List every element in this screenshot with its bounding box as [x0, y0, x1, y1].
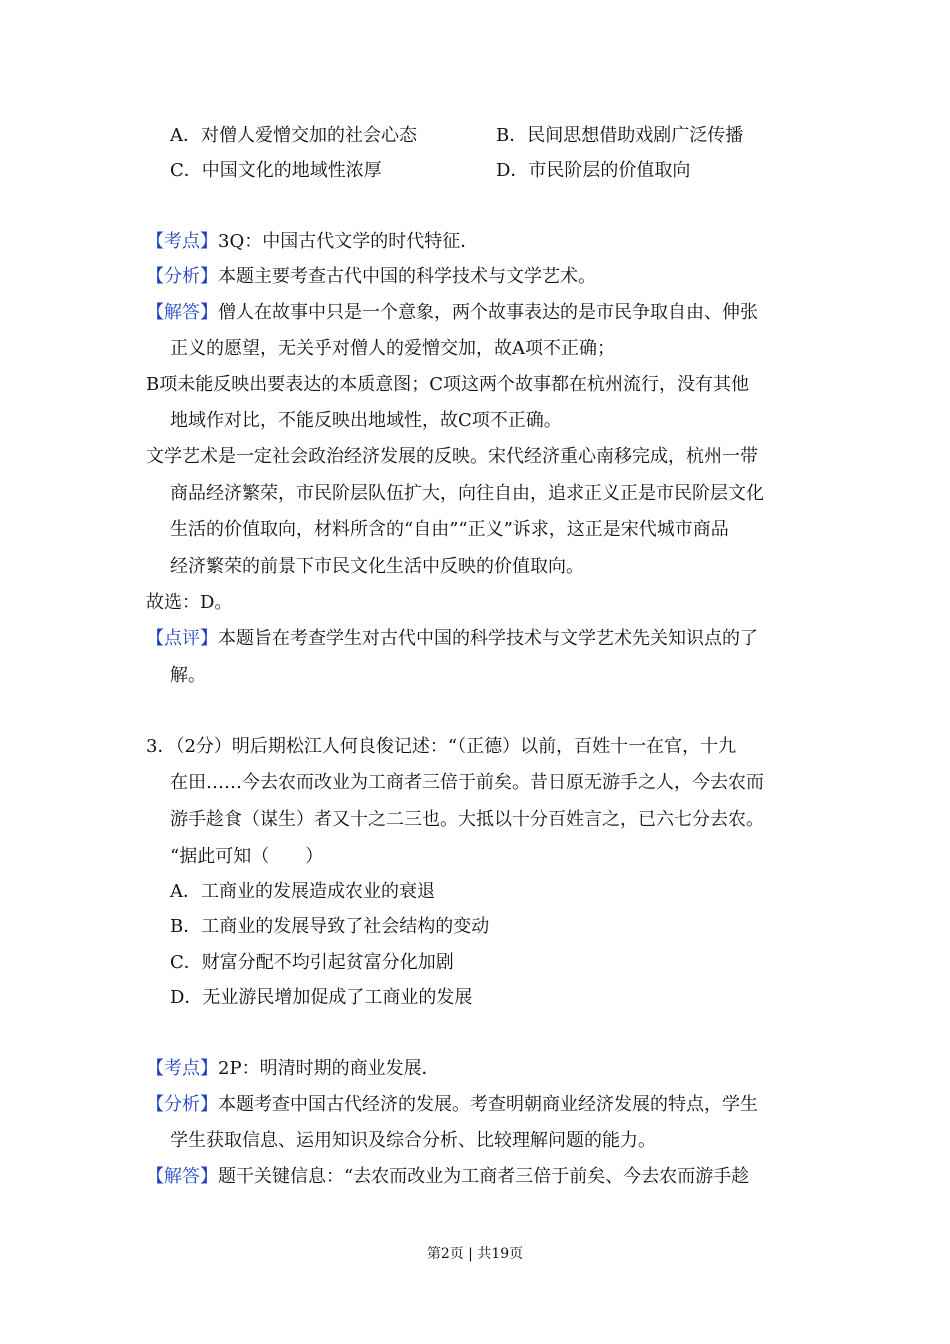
dianping-text: 本题旨在考查学生对古代中国的科学技术与文学艺术先关知识点的了 [218, 628, 758, 649]
q3-kaodian [146, 1057, 440, 1081]
q2-answer: 故选：D。 [146, 592, 233, 613]
q2-jieda-line-2: 正义的愿望，无关乎对僧人的爱憎交加，故A项不正确； [170, 338, 615, 359]
jieda-text: 僧人在故事中只是一个意象，两个故事表达的是市民争取自由、伸张 [218, 302, 758, 323]
kaodian-text: 2P：明清时期的商业发展． [218, 1058, 440, 1079]
q3-option-a: A．工商业的发展造成农业的衰退 [170, 881, 435, 902]
q3-fenxi-line-2: 学生获取信息、运用知识及综合分析、比较理解问题的能力。 [170, 1130, 656, 1151]
kaodian-tag: 【考点】 [146, 1058, 218, 1079]
q3-stem-3: 游手趁食（谋生）者又十之二三也。大抵以十分百姓言之，已六七分去农。 [170, 809, 764, 830]
q3-stem-4: “据此可知（ ） [170, 846, 324, 867]
q3-fenxi [146, 1093, 758, 1117]
q2-option-b-note-2: 地域作对比，不能反映出地域性，故C项不正确。 [170, 410, 562, 431]
q2-dianping [146, 627, 758, 651]
fenxi-text: 本题主要考查古代中国的科学技术与文学艺术。 [218, 266, 596, 287]
q2-wenxue-3: 生活的价值取向，材料所含的“自由”“正义”诉求，这正是宋代城市商品 [170, 519, 729, 540]
fenxi-tag: 【分析】 [146, 1094, 218, 1115]
jieda-tag: 【解答】 [146, 1166, 218, 1187]
q2-option-b: B．民间思想借助戏剧广泛传播 [496, 125, 744, 146]
dianping-tag: 【点评】 [146, 628, 218, 649]
fenxi-text: 本题考查中国古代经济的发展。考查明朝商业经济发展的特点，学生 [218, 1094, 758, 1115]
kaodian-text: 3Q：中国古代文学的时代特征． [218, 231, 479, 252]
q2-fenxi [146, 265, 596, 289]
q3-option-c: C．财富分配不均引起贫富分化加剧 [170, 952, 454, 973]
q3-option-b: B．工商业的发展导致了社会结构的变动 [170, 916, 490, 937]
q3-stem-2: 在田……今去农而改业为工商者三倍于前矣。昔日原无游手之人，今去农而 [170, 772, 764, 793]
q3-jieda [146, 1165, 749, 1189]
q2-wenxue-1: 文学艺术是一定社会政治经济发展的反映。宋代经济重心南移完成，杭州一带 [146, 446, 758, 467]
fenxi-tag: 【分析】 [146, 266, 218, 287]
q2-option-b-note-1: B项未能反映出要表达的本质意图；C项这两个故事都在杭州流行，没有其他 [146, 374, 749, 395]
q3-option-d: D．无业游民增加促成了工商业的发展 [170, 987, 473, 1008]
page-footer: 第2页 | 共19页 [426, 1246, 524, 1262]
q2-wenxue-4: 经济繁荣的前景下市民文化生活中反映的价值取向。 [170, 556, 584, 577]
q2-option-d: D．市民阶层的价值取向 [496, 160, 691, 181]
q2-dianping-line-2: 解。 [170, 665, 206, 686]
q2-option-a: A．对僧人爱憎交加的社会心态 [170, 125, 417, 146]
kaodian-tag: 【考点】 [146, 231, 218, 252]
q2-kaodian [146, 230, 478, 254]
q2-jieda [146, 301, 758, 325]
jieda-tag: 【解答】 [146, 302, 218, 323]
jieda-text: 题干关键信息：“去农而改业为工商者三倍于前矣、今去农而游手趁 [218, 1166, 750, 1187]
q2-wenxue-2: 商品经济繁荣，市民阶层队伍扩大，向往自由，追求正义正是市民阶层文化 [170, 483, 764, 504]
q2-option-c: C．中国文化的地域性浓厚 [170, 160, 382, 181]
q3-stem-1: 3．（2分）明后期松江人何良俊记述：“（正德）以前，百姓十一在官，十九 [146, 736, 737, 757]
